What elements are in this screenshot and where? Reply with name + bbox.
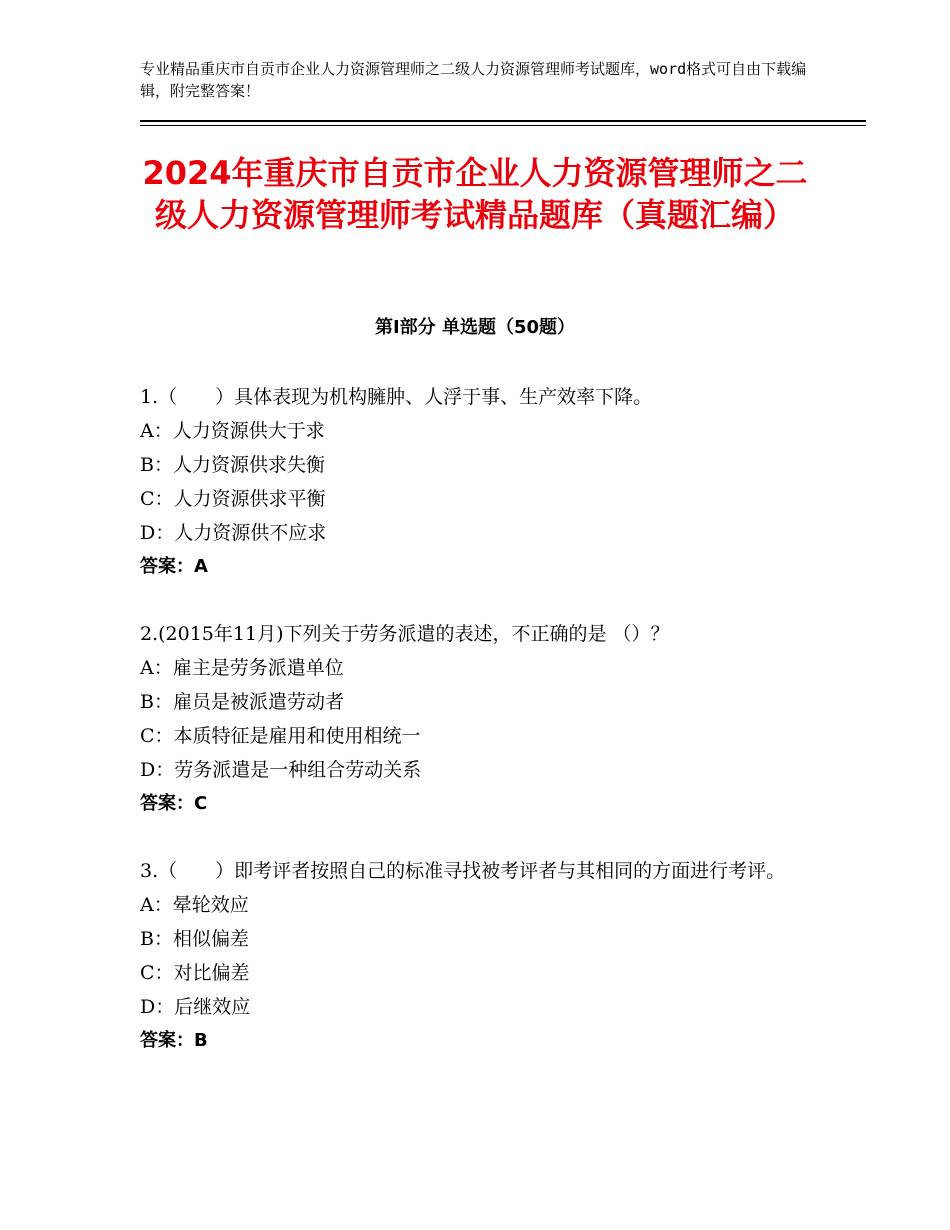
option-a: A：晕轮效应 (140, 894, 249, 916)
option-b: B：相似偏差 (140, 928, 249, 950)
option-c: C：本质特征是雇用和使用相统一 (140, 725, 421, 747)
section-title: 第Ⅰ部分 单选题（50题） (374, 317, 575, 338)
question-2 (140, 618, 810, 821)
option-d: D：后继效应 (140, 996, 251, 1018)
question-1 (140, 381, 810, 584)
document-title: 2024年重庆市自贡市企业人力资源管理师之二级人力资源管理师考试精品题库（真题汇编） (142, 154, 808, 234)
question-stem: 3.（ ）即考评者按照自己的标准寻找被考评者与其相同的方面进行考评。 (140, 860, 786, 882)
question-list (140, 381, 810, 1092)
question-stem: 1.（ ）具体表现为机构臃肿、人浮于事、生产效率下降。 (140, 386, 653, 408)
header-rule-thin (140, 125, 866, 126)
answer: 答案：C (140, 793, 208, 814)
option-d: D：劳务派遣是一种组合劳动关系 (140, 759, 422, 781)
question-3 (140, 855, 810, 1058)
option-b: B：人力资源供求失衡 (140, 454, 325, 476)
answer: 答案：A (140, 556, 208, 577)
header-note: 专业精品重庆市自贡市企业人力资源管理师之二级人力资源管理师考试题库，word格式可自由下载编辑，附完整答案！ (140, 60, 807, 100)
question-stem: 2.(2015年11月)下列关于劳务派遣的表述，不正确的是 （）？ (140, 623, 670, 645)
option-a: A：人力资源供大于求 (140, 420, 325, 442)
option-a: A：雇主是劳务派遣单位 (140, 657, 344, 679)
option-c: C：对比偏差 (140, 962, 250, 984)
option-d: D：人力资源供不应求 (140, 522, 327, 544)
option-c: C：人力资源供求平衡 (140, 488, 326, 510)
header-rule-thick (140, 120, 866, 122)
answer: 答案：B (140, 1030, 208, 1051)
option-b: B：雇员是被派遣劳动者 (140, 691, 344, 713)
